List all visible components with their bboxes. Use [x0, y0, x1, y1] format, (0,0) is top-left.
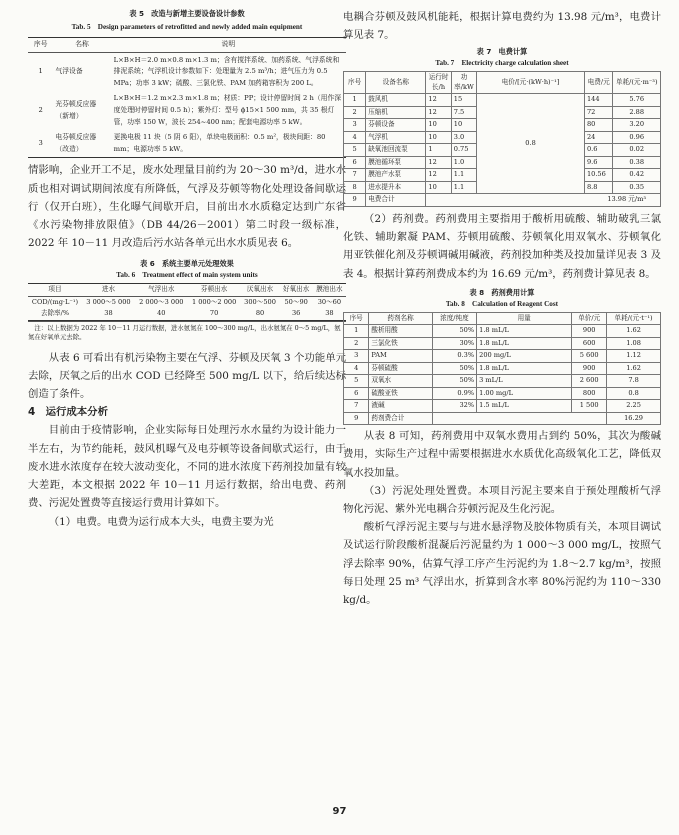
table5-cell: 3 [38, 138, 43, 147]
table-row [344, 375, 661, 388]
table8-cell: 1.8 mL/L [477, 362, 572, 375]
table7-header: 序号 [344, 72, 366, 94]
table7-cell: 0.35 [613, 181, 661, 194]
table8-cell: 50% [432, 325, 476, 338]
table7-cell: 4 [344, 131, 366, 144]
table-row [344, 362, 661, 375]
table-row [344, 94, 661, 107]
table8-header: 单价/元 [572, 312, 607, 325]
table8-cell: 芬顿硫酸 [369, 362, 432, 375]
table7-cell: 0.38 [613, 156, 661, 169]
table7-cell: 72 [584, 106, 613, 119]
table7-cell: 9.6 [584, 156, 613, 169]
table5 [28, 37, 346, 158]
table7-cell: 0.42 [613, 169, 661, 182]
table7-cell: 12 [426, 94, 451, 107]
table8-cell: 0.9% [432, 387, 476, 400]
table6-caption-cn: 表 6 系统主要单元处理效果 [140, 259, 234, 269]
table6-note: 注：以上数据为 2022 年 10－11 月运行数据，进水氨氮在 100～300 mg/L，出水氨氮在 0～5 mg/L，氨氮在好氧单元去除。 [28, 321, 346, 343]
table7-cell: 0.6 [584, 144, 613, 157]
table8-cell: 4 [344, 362, 369, 375]
right-column [343, 8, 661, 609]
table6-header: 好氧出水 [280, 284, 313, 297]
table6-cell: 2 000～3 000 [139, 297, 184, 306]
table7-cell: 10 [426, 131, 451, 144]
table8-header: 浓度/纯度 [432, 312, 476, 325]
table7-cell: 2.88 [613, 106, 661, 119]
paragraph: （1）电费。电费为运行成本大头，电费主要为光 [48, 515, 274, 528]
paragraph: 电耦合芬顿及鼓风机能耗，根据计算电费约为 13.98 元/m³，电费计算见表 7。 [343, 11, 661, 42]
table7-cell: 3.0 [451, 131, 476, 144]
table7-cell: 0.75 [451, 144, 476, 157]
table7-cell: 7 [344, 169, 366, 182]
table8-header: 序号 [344, 312, 369, 325]
table7-cell: 膜池循环泵 [366, 156, 426, 169]
table7-header: 电价/[元·(kW·h)⁻¹] [477, 72, 585, 94]
table7-header: 功率/kW [451, 72, 476, 94]
table8-cell: 0.8 [607, 387, 661, 400]
table7-header: 运行时长/h [426, 72, 451, 94]
table8-cell: PAM [369, 350, 432, 363]
table8-cell: 50% [432, 375, 476, 388]
table7-cell: 8 [344, 181, 366, 194]
table6-cell: 36 [291, 309, 301, 318]
table-row [28, 296, 346, 308]
table7-cell: 芬顿设备 [366, 119, 426, 132]
table7-cell: 0.02 [613, 144, 661, 157]
table-row [28, 308, 346, 320]
paragraph: 从表 6 可看出有机污染物主要在气浮、芬顿及厌氧 3 个功能单元去除，厌氧之后的出水 COD 已经降至 500 mg/L 以下，给后续达标创造了条件。 [28, 351, 346, 401]
table8-cell: 1.62 [607, 362, 661, 375]
table6-header: 气浮出水 [135, 284, 188, 297]
table8-header: 单耗/(元·t⁻¹) [607, 312, 661, 325]
table5-cell: 1 [38, 67, 43, 76]
table7-cell: 3.20 [613, 119, 661, 132]
table8-cell: 600 [572, 337, 607, 350]
table7-cell: 0.96 [613, 131, 661, 144]
table6-caption-en: Tab. 6 Treatment effect of main system units [116, 271, 258, 280]
table6-cell: 40 [157, 309, 166, 318]
table8-cell: 50% [432, 362, 476, 375]
table8-cell: 5 [344, 375, 369, 388]
table6-cell: 38 [325, 309, 334, 318]
table7-cell: 膜池产水泵 [366, 169, 426, 182]
table6-header: 进水 [82, 284, 135, 297]
table-row [344, 412, 661, 425]
table-row [344, 325, 661, 338]
section-heading: 4 运行成本分析 [28, 406, 108, 419]
table8-cell: 0.3% [432, 350, 476, 363]
table6 [28, 283, 346, 321]
table-row [28, 91, 346, 130]
table5-caption-cn: 表 5 改造与新增主要设备设计参数 [129, 9, 245, 18]
table7-cell: 12 [426, 156, 451, 169]
table8-cell: 1 [344, 325, 369, 338]
table8-cell: 30% [432, 337, 476, 350]
table8-cell: 6 [344, 387, 369, 400]
table7-cell: 8.8 [584, 181, 613, 194]
table-row [28, 130, 346, 158]
table7-header: 单耗/(元·m⁻³) [613, 72, 661, 94]
table8-cell: 三氯化铁 [369, 337, 432, 350]
table6-header: 膜池出水 [313, 284, 346, 297]
table7-cell: 1 [426, 144, 451, 157]
table8-total-value: 16.29 [607, 412, 661, 425]
table7-cell: 5.76 [613, 94, 661, 107]
table7-cell: 进水提升本 [366, 181, 426, 194]
table7-header: 设备名称 [366, 72, 426, 94]
table8-cell: 5 600 [572, 350, 607, 363]
table-row [344, 194, 661, 207]
table7-header: 电费/元 [584, 72, 613, 94]
left-column [28, 8, 346, 531]
table6-cell: 38 [104, 309, 113, 318]
table-row [28, 52, 346, 91]
table6-header: 项目 [28, 284, 82, 297]
page-number: 97 [332, 806, 347, 817]
table8-caption-en: Tab. 8 Calculation of Reagent Cost [445, 299, 559, 308]
table7-cell: 6 [344, 156, 366, 169]
table7-cell: 1.1 [451, 169, 476, 182]
table7-cell: 12 [426, 106, 451, 119]
table8-cell: 液碱 [369, 400, 432, 413]
table8-cell: 9 [344, 412, 369, 425]
table8-cell: 双氧水 [369, 375, 432, 388]
table7-cell: 压缩机 [366, 106, 426, 119]
table8-cell: 2 [344, 337, 369, 350]
table8 [343, 312, 661, 426]
table8-cell: 1.08 [607, 337, 661, 350]
table7-cell: 15 [451, 94, 476, 107]
table6-header: 芬顿出水 [188, 284, 241, 297]
table5-caption-en: Tab. 5 Design parameters of retrofitted and newly added main equipment [71, 23, 303, 31]
table8-cell: 32% [432, 400, 476, 413]
table8-cell: 200 mg/L [477, 350, 572, 363]
table8-cell: 2.25 [607, 400, 661, 413]
table5-cell: 电芬顿反应器（改造） [55, 133, 97, 153]
table8-cell: 7.8 [607, 375, 661, 388]
table7-cell: 12 [426, 169, 451, 182]
table8-header: 用量 [477, 312, 572, 325]
table-row [344, 337, 661, 350]
table7-cell: 气浮机 [366, 131, 426, 144]
table7-caption-en: Tab. 7 Electricity charge calculation sheet [435, 59, 569, 68]
table8-cell: 1.8 mL/L [477, 325, 572, 338]
table8-total-label: 药剂费合计 [369, 412, 432, 425]
table5-cell: 气浮设备 [55, 67, 83, 76]
table7-cell: 10 [426, 181, 451, 194]
table7-cell: 1.1 [451, 181, 476, 194]
table8-cell: 1 500 [572, 400, 607, 413]
table5-cell: L×B×H＝1.2 m×2.3 m×1.8 m；材质：PP；设计停留时间 2 h（用作深度处理时停留时间 0.5 h）；紫外灯：型号 ϕ15×1 500 mm，共 35 根灯管，功率 150 W，波长 254~400 nm；配套电源功率 5 kW。 [113, 94, 342, 126]
table8-cell: 7 [344, 400, 369, 413]
table5-header: 说明 [111, 38, 346, 53]
table7-cell: 9 [344, 194, 366, 207]
paragraph: 情影响，企业开工不足，废水处理量目前约为 20～30 m³/d，进水水质也相对调试期间浓度有所降低，气浮及芬顿等物化处理设备间歇运行（仅开白班），生化曝气间歇开启，目前出水水质稳定达到广东省《水污染物排放限值》（DB 44/26－2001）第二时段一级标准，2022 年 10－11 月改造后污水站各单元出水水质见表 6。 [28, 164, 346, 250]
table5-cell: 光芬顿反应器（新增） [55, 100, 97, 120]
table7-cell: 7.5 [451, 106, 476, 119]
paragraph: （3）污泥处理处置费。本项目污泥主要来自于预处理酸析气浮物化污泥、紫外光电耦合芬顿污泥及生化污泥。 [343, 484, 661, 516]
table8-cell: 3 mL/L [477, 375, 572, 388]
table7-cell: 1 [344, 94, 366, 107]
table6-cell: 50～90 [284, 297, 308, 306]
paragraph: 酸析气浮污泥主要与与进水悬浮物及胶体物质有关，本项目调试及试运行阶段酸析混凝后污泥量约为 1 000～3 000 mg/L，按照气浮去除率 90%，估算气浮工序产生污泥约为 1.8～2.7 kg/m³，按照每日处理 25 m³ 气浮出水，折算到含水率 80%污泥约为 110～330 kg/d。 [343, 521, 661, 607]
table5-header: 序号 [28, 38, 53, 53]
table7-price-cell: 0.8 [477, 94, 585, 194]
table7-cell: 2 [344, 106, 366, 119]
table8-cell: 1.62 [607, 325, 661, 338]
table-row [344, 387, 661, 400]
table8-cell: 800 [572, 387, 607, 400]
table8-header: 药剂名称 [369, 312, 432, 325]
table8-cell: 3 [344, 350, 369, 363]
table8-cell: 酸析用酸 [369, 325, 432, 338]
table7-cell: 144 [584, 94, 613, 107]
table6-cell: 300～500 [244, 297, 276, 306]
table5-cell: 更换电极 11 块（5 阴 6 阳），单块电极面积：0.5 m²，极块间距：80 mm；电源功率 5 kW。 [113, 133, 326, 153]
table8-cell: 1.8 mL/L [477, 337, 572, 350]
paragraph: 目前由于疫情影响，企业实际每日处理污水水量约为设计能力一半左右，为节约能耗，鼓风机曝气及电芬顿等设备间歇式运行，由于废水进水浓度存在较大波动变化，不同的进水浓度下药剂投加量有较大差距，本文根据 2022 年 10－11 月运行数据，给出电费、药剂费、污泥处置费等直接运行费用计算如下。 [28, 424, 346, 510]
table7-cell: 1.0 [451, 156, 476, 169]
table6-cell: COD/(mg·L⁻¹) [31, 297, 79, 306]
table7-cell: 10.56 [584, 169, 613, 182]
table8-cell: 2 600 [572, 375, 607, 388]
table8-cell: 1.00 mg/L [477, 387, 572, 400]
table7-cell: 24 [584, 131, 613, 144]
table6-cell: 3 000～5 000 [86, 297, 131, 306]
table8-caption-cn: 表 8 药剂费用计算 [469, 287, 535, 297]
table6-cell: 去除率/% [40, 309, 70, 318]
table5-cell: L×B×H＝2.0 m×0.8 m×1.3 m；含有搅拌系统、加药系统、气浮系统和排泥系统；气浮机设计参数如下：处理量为 2.5 m³/h；进气压力为 0.5 MPa；功率 3 kW；硫酸、三氯化铁、PAM 加药箱容积为 200 L。 [113, 55, 340, 87]
table6-cell: 70 [209, 309, 219, 318]
table-row [344, 400, 661, 413]
table7-cell: 缺氧池回流泵 [366, 144, 426, 157]
table6-cell: 1 000～2 000 [191, 297, 237, 306]
table8-cell: 900 [572, 362, 607, 375]
table6-cell: 80 [255, 309, 265, 318]
table8-cell: 1.5 mL/L [477, 400, 572, 413]
table-row [344, 350, 661, 363]
table7-cell: 5 [344, 144, 366, 157]
table5-cell: 2 [38, 105, 43, 114]
paragraph: （2）药剂费。药剂费用主要指用于酸析用硫酸、辅助破乳三氯化铁、辅助絮凝 PAM、芬顿用硫酸、芬顿氧化用双氧水、芬顿氧化用亚铁催化剂及芬顿调碱用碱液，药剂投加种类及投加量详见表 3 及表 4。根据计算药剂费成本约为 16.69 元/m³，药剂费计算见表 8。 [343, 212, 661, 280]
table7-cell: 10 [426, 119, 451, 132]
table7-cell: 80 [584, 119, 613, 132]
table7-total-value: 13.98 元/m³ [426, 194, 661, 207]
table6-cell: 30～60 [317, 297, 342, 306]
table6-header: 厌氧出水 [241, 284, 280, 297]
table8-cell: 硫酸亚铁 [369, 387, 432, 400]
table7-total-label: 电费合计 [366, 194, 426, 207]
table7-cell: 鼓风机 [366, 94, 426, 107]
table7-cell: 3 [344, 119, 366, 132]
table8-cell: 1.12 [607, 350, 661, 363]
table7-caption-cn: 表 7 电费计算 [476, 47, 528, 57]
paragraph: 从表 8 可知，药剂费用中双氧水费用占到约 50%，其次为酸碱费用，实际生产过程中需要根据进水水质优化高级氧化工艺，降低双氧水投加量。 [343, 430, 661, 479]
table7-cell: 10 [451, 119, 476, 132]
table5-header: 名称 [53, 38, 110, 53]
table8-cell: 900 [572, 325, 607, 338]
table7 [343, 71, 661, 207]
